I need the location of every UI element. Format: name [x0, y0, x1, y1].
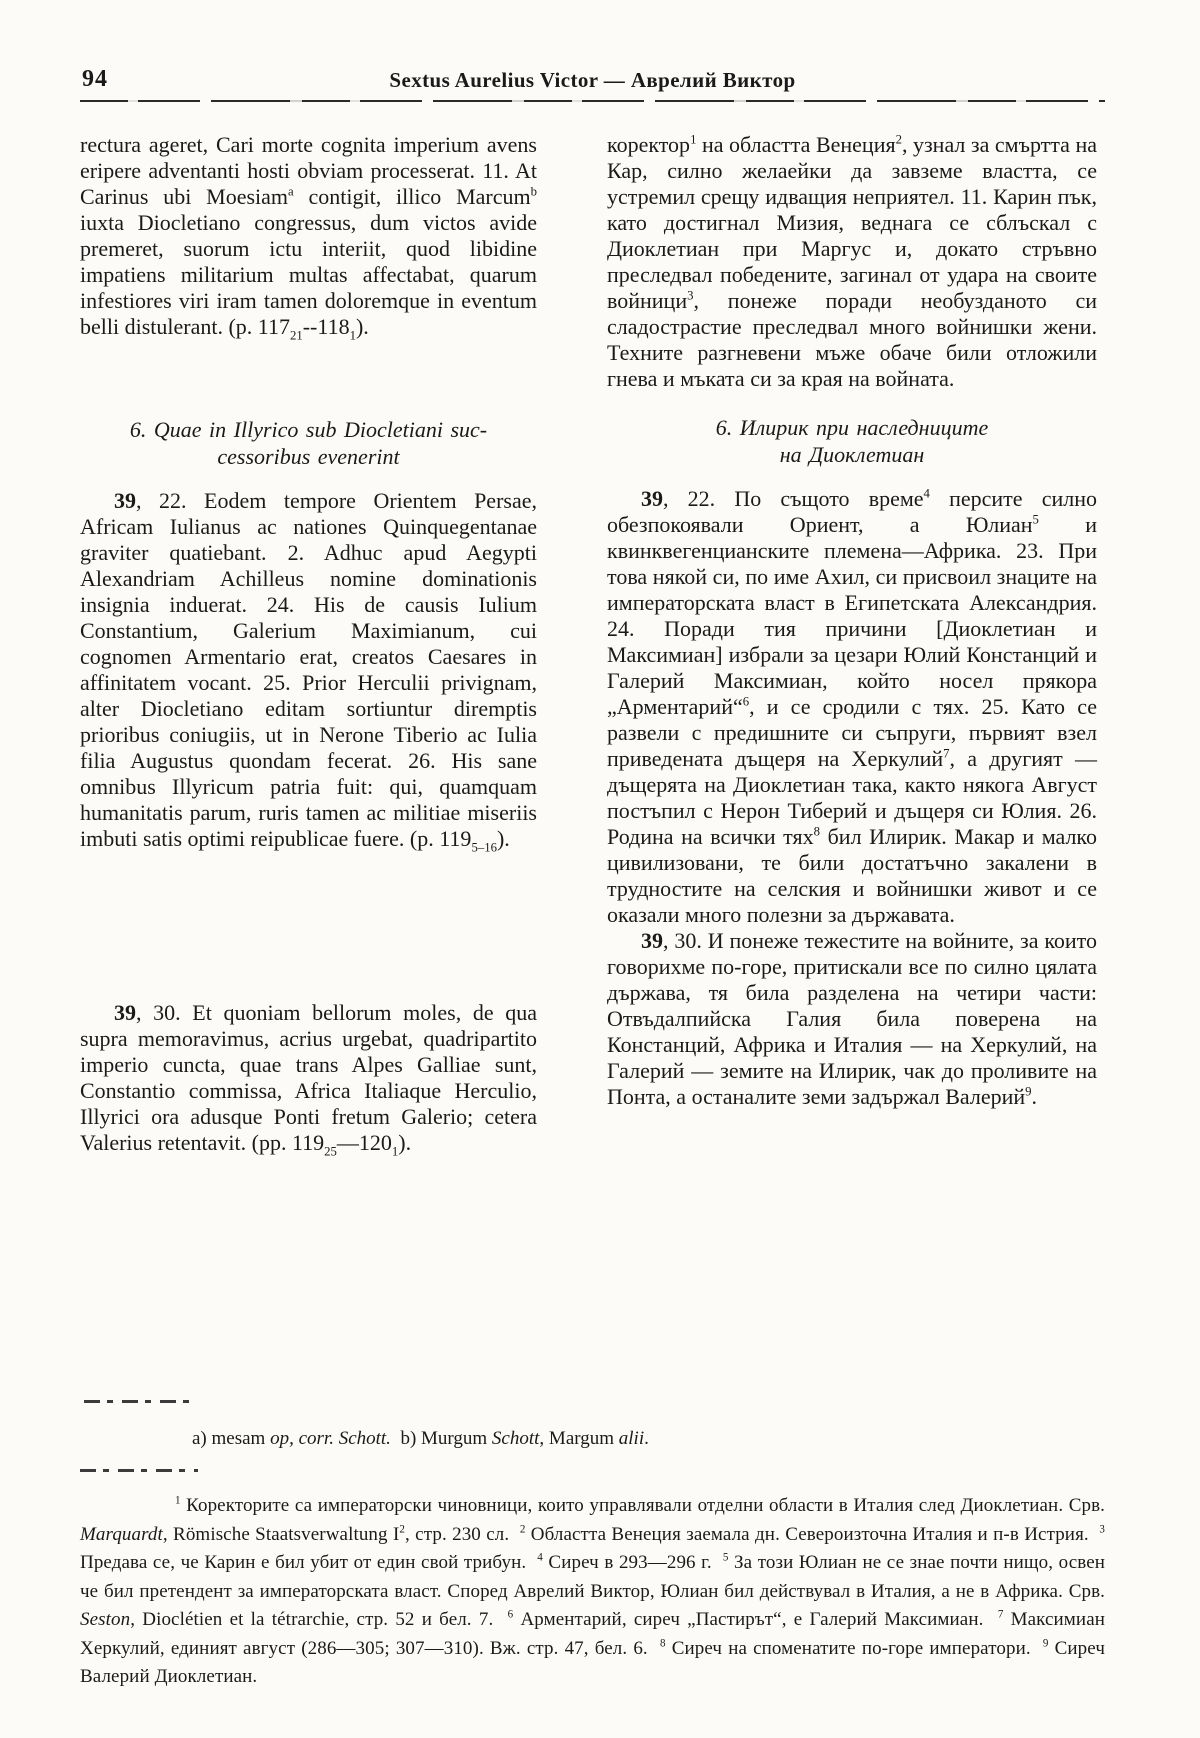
critical-apparatus: a) mesam op, corr. Schott. b) Murgum Schott, Margum alii.: [192, 1428, 649, 1449]
bulgarian-paragraph-39-30: 39, 30. И понеже тежестите на войните, за които говорихме по-горе, притискали все по силно цялата държава, тя била разделена на четири части: Отвъдалпийска Галия била поверена на Констанций, Африка и Италия — на Херкулий, на Галерий — земите на Илирик, чак до проливите на Понта, а останалите земи задържал Валерий$^9$.: [607, 928, 1097, 1109]
latin-continuation-paragraph: rectura ageret, Cari morte cognita imperium avens eripere adventanti hosti obviam processerat. 11. At Carinus ubi Moesiam$^a$ contigit, illico Marcum$^b$ iuxta Diocletiano congressus, dum victos avide premeret, suorum ictu interiit, quod libidine impatiens militarium multas affectabat, quarum infestiores viri iram tamen doloremque in eventum belli distulerant. (p. $117_{21}--118_1$).: [80, 132, 537, 343]
latin-paragraph-39-30: 39, 30. Et quoniam bellorum moles, de qua supra memoravimus, acrius urgebat, quadripartito imperio cuncta, quae trans Alpes Galliae sunt, Constantio commissa, Africa Italiaque Herculio, Illyrici ora adusque Ponti fretum Galerio; cetera Valerius retentavit. (pp. $119_{25}—120_1$).: [80, 1000, 537, 1159]
bulgarian-column: [607, 132, 1097, 1156]
page-footer-zone: [80, 1400, 1105, 1692]
footnotes-block: $^1$ Коректорите са императорски чиновници, които управлявали отделни области в Италия след Диоклетиан. Срв. Marquardt, Römische Staatsverwaltung $I^2$, стр. 230 сл. $^2$ Областта Венеция заемала дн. Североизточна Италия и п-в Истрия. $^3$ Предава се, че Карин е бил убит от един свой трибун. $^4$ Сиреч в 293—296 г. $^5$ За този Юлиан не се знае почти нищо, освен че бил претендент за императорската власт. Според Аврелий Виктор, Юлиан бил действувал в Италия, а не в Африка. Срв. Seston, Dioclétien et la tétrarchie, стр. 52 и бел. 7. $^6$ Арментарий, сиреч „Пастирът“, е Галерий Максимиан. $^7$ Максимиан Херкулий, единият август (286—305; 307—310). Вж. стр. 47, бел. 6. $^8$ Сиреч на споменатите по-горе императори. $^9$ Сиреч Валерий Диоклетиан.: [80, 1494, 1106, 1687]
page-header: [80, 0, 1105, 93]
separator-dashes-top: [84, 1400, 194, 1403]
separator-dashes-bottom: [80, 1469, 198, 1472]
latin-section-heading: 6. Quae in Illyrico sub Diocletiani suc- cessoribus evenerint: [129, 417, 488, 469]
running-title: Sextus Aurelius Victor — Аврелий Виктор: [389, 68, 796, 92]
bulgarian-paragraph-39-22: 39, 22. По същото време$^4$ персите силно обезпокоявали Ориент, а Юлиан$^5$ и квинквегенцианските племена—Африка. 23. При това някой си, по име Ахил, си присвоил знаците на императорската власт в Египетската Александрия. 24. Поради тия причини [Диоклетиан и Максимиан] избрали за цезари Юлий Констанций и Галерий Максимиан, който носел прякора „Арментарий“$^6$, и се сродили с тях. 25. Като се развели с предишните си съпруги, първият взел приведената дъщеря на Херкулий$^7$, а другият — дъщерята на Диоклетиан така, както някога Август постъпил с Нерон Тиберий и дъщеря си Юлия. 26. Родина на всички тях$^8$ бил Илирик. Макар и малко цивилизовани, те били достатъчно закалени в трудностите на селския и войнишки живот и се оказали много полезни за държавата.: [607, 486, 1098, 927]
two-column-text: [80, 132, 1105, 1159]
page-number: 94: [82, 66, 108, 92]
latin-column: [80, 132, 537, 1159]
bulgarian-continuation-paragraph: коректор$^1$ на областта Венеция$^2$, узнал за смъртта на Кар, силно желаейки да завземе властта, се устремил срещу идващия неприятел. 11. Карин пък, като достигнал Мизия, веднага се сблъскал с Диоклетиан при Маргус и, докато стръвно преследвал победените, загинал от удара на своите войници$^3$, понеже поради необузданото си сладострастие преследвал много войнишки жени. Техните разгневени мъже обаче били отложили гнева и мъката си за края на войната.: [607, 132, 1097, 391]
bulgarian-section-heading: 6. Илирик при наследниците на Диоклетиан: [715, 415, 989, 467]
header-rule: [80, 100, 1105, 102]
latin-paragraph-39-22: 39, 22. Eodem tempore Orientem Persae, Africam Iulianus ac nationes Quinquegentanae graviter quatiebant. 2. Adhuc apud Aegypti Alexandriam Achilleus nomine dominationis insignia induerat. 24. His de causis Iulium Constantium, Galerium Maximianum, cui cognomen Armentario erat, creatos Caesares in affinitatem vocant. 25. Prior Herculii privignam, alter Diocletiano editam sortiuntur diremptis prioribus coniugiis, ut in Nerone Tiberio ac Iulia filia Augustus quondam fecerat. 26. His sane omnibus Illyricum patria fuit: qui, quamquam humanitatis parum, ruris tamen ac militiae miseriis imbuti satis optimi reipublicae fuere. (p. $119_{5-16}$).: [80, 488, 537, 855]
